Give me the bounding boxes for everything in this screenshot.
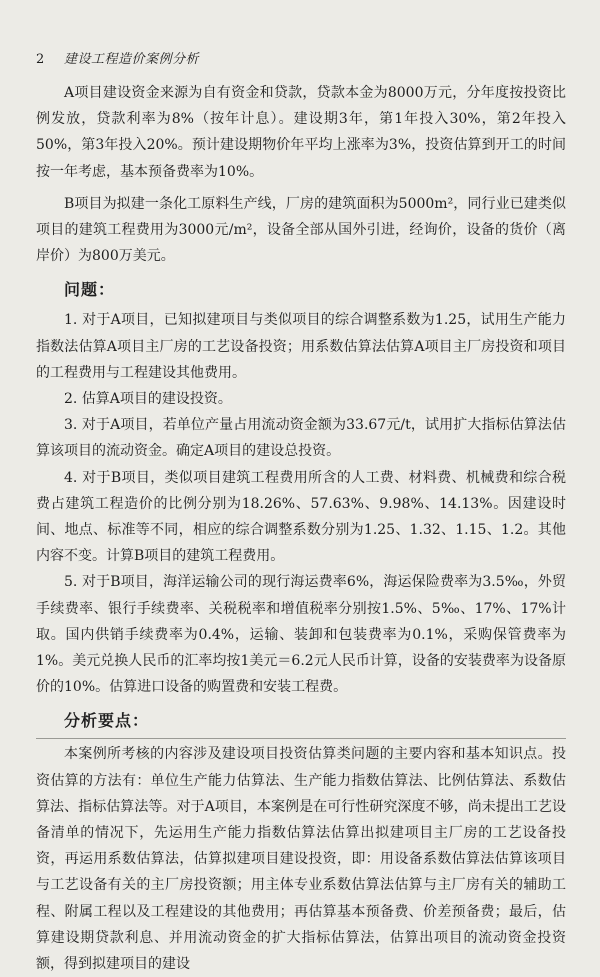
- page-number: 2: [36, 52, 45, 67]
- question-1: 1. 对于A项目，已知拟建项目与类似项目的综合调整系数为1.25，试用生产能力指数法估算A项目主厂房的工艺设备投资；用系数估算法估算A项目主厂房投资和项目的工程费用与工程建设其他费用。: [36, 312, 566, 381]
- intro-paragraph-a: A项目建设资金来源为自有资金和贷款，贷款本金为8000万元，分年度按投资比例发放，贷款利率为8%（按年计息）。建设期3年，第1年投入30%，第2年投入50%，第3年投入20%。预计建设期物价年平均上涨率为3%，投资估算到开工的时间按一年考虑，基本预备费率为10%。: [36, 85, 566, 180]
- question-5: 5. 对于B项目，海洋运输公司的现行海运费率6%，海运保险费率为3.5‰，外贸手续费率、银行手续费率、关税税率和增值税率分别按1.5%、5‰、17%、17%计取。国内供销手续费率为0.4%，运输、装卸和包装费率为0.1%，采购保管费率为1%。美元兑换人民币的汇率均按1美元＝6.2元人民币计算，设备的安装费率为设备原价的10%。估算进口设备的购置费和安装工程费。: [36, 574, 566, 696]
- page-body: [36, 80, 566, 977]
- question-4: 4. 对于B项目，类似项目建筑工程费用所含的人工费、材料费、机械费和综合税费占建筑工程造价的比例分别为18.26%、57.63%、9.98%、14.13%。因建设时间、地点、标准等不同，相应的综合调整系数分别为1.25、1.32、1.15、1.2。其他内容不变。计算B项目的建筑工程费用。: [36, 469, 566, 565]
- intro-paragraph-b: B项目为拟建一条化工原料生产线，厂房的建筑面积为5000m²，同行业已建类似项目的建筑工程费用为3000元/m²，设备全部从国外引进，经询价，设备的货价（离岸价）为800万美元。: [36, 195, 566, 265]
- page-header: [36, 48, 564, 67]
- question-3: 3. 对于A项目，若单位产量占用流动资金额为33.67元/t，试用扩大指标估算法估算该项目的流动资金。确定A项目的建设总投资。: [36, 417, 566, 460]
- questions-heading: 问题：: [64, 280, 116, 300]
- book-title: 建设工程造价案例分析: [64, 52, 200, 67]
- analysis-paragraph: 本案例所考核的内容涉及建设项目投资估算类问题的主要内容和基本知识点。投资估算的方法有：单位生产能力估算法、生产能力指数估算法、比例估算法、系数估算法、指标估算法等。对于A项目，本案例是在可行性研究深度不够，尚未提出工艺设备清单的情况下，先运用生产能力指数估算法估算出拟建项目主厂房的工艺设备投资，再运用系数估算法，估算拟建项目建设投资，即：用设备系数估算法估算该项目与工艺设备有关的主厂房投资额；用主体专业系数估算法估算与主厂房有关的辅助工程、附属工程以及工程建设的其他费用；再估算基本预备费、价差预备费；最后，估算建设期贷款利息、并用流动资金的扩大指标估算法，估算出项目的流动资金投资额，得到拟建项目的建设: [36, 746, 566, 973]
- analysis-box: [36, 738, 566, 977]
- analysis-heading: 分析要点：: [64, 711, 150, 731]
- question-2: 2. 估算A项目的建设投资。: [64, 391, 232, 408]
